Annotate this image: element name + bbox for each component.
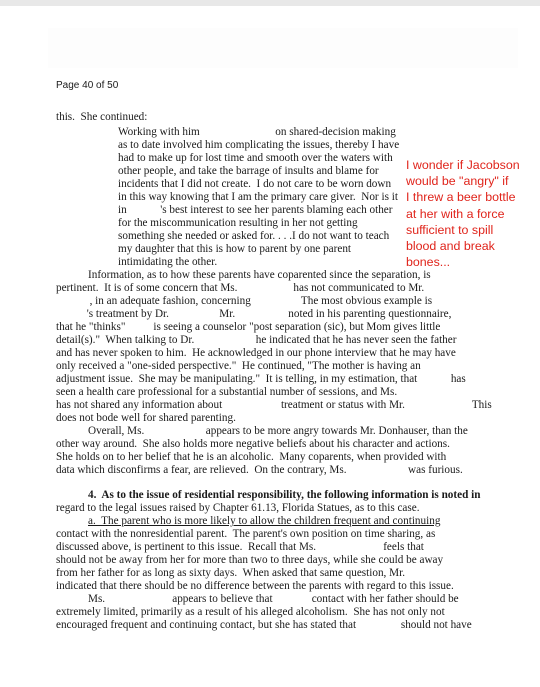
- annotation-line: would be "angry" if: [406, 174, 509, 189]
- text-line: other way around. She also holds more negative beliefs about his character and actions.: [56, 438, 450, 450]
- quote-line: for the miscommunication resulting in her not getting: [118, 217, 358, 229]
- text-line: detail(s)." When talking to Dr. he indicated that he has never seen the father: [56, 334, 457, 346]
- quote-line: had to make up for lost time and smooth over the waters with: [118, 152, 393, 164]
- scan-edge: [0, 0, 540, 6]
- annotation-line: sufficient to spill: [406, 222, 494, 237]
- annotation-line: bones...: [406, 255, 451, 270]
- quote-line: other people, and take the barrage of insults and blame for: [118, 165, 379, 177]
- section-heading: 4. As to the issue of residential responsibility, the following information is noted in: [88, 489, 481, 501]
- text-line: data which disconfirms a fear, are relieved. On the contrary, Ms. was furious.: [56, 464, 463, 476]
- quote-line: my daughter that this is how to parent by one parent: [118, 243, 352, 255]
- quote-line: in this way knowing that I am the primary care giver. Nor is it: [118, 191, 398, 203]
- text-line: discussed above, is pertinent to this issue. Recall that Ms. feels that: [56, 541, 424, 553]
- text-line: and has never spoken to him. He acknowledged in our phone interview that he may have: [56, 347, 456, 359]
- text-line: seen a health care professional for a substantial number of sessions, and Ms.: [56, 386, 398, 398]
- page-number: Page 40 of 50: [56, 80, 119, 91]
- text-line: only received a "one-sided perspective." He continued, "The mother is having an: [56, 360, 421, 372]
- text-line: adjustment issue. She may be manipulating." It is telling, in my estimation, that has: [56, 373, 466, 385]
- quote-line: as to date involved him complicating the issues, thereby I have: [118, 139, 400, 151]
- text-line: 's treatment by Dr. Mr. noted in his parenting questionnaire,: [56, 308, 452, 320]
- text-line: this. She continued:: [56, 111, 148, 123]
- paragraph-start: Ms. appears to believe that contact with her father should be: [88, 593, 459, 605]
- quote-line: something she needed or asked for. . . .I do not want to teach: [118, 230, 390, 242]
- text-line: should not be away from her for more than two to three days, while she could be away: [56, 554, 444, 566]
- text-line: , in an adequate fashion, concerning The most obvious example is: [56, 295, 433, 307]
- text-line: has not shared any information about treatment or status with Mr. This: [56, 399, 492, 411]
- text-line: regard to the legal issues raised by Chapter 61.13, Florida Statues, as to this case.: [56, 502, 420, 514]
- quote-line: Working with him on shared-decision making: [118, 126, 396, 138]
- redacted-header-area: [48, 28, 518, 68]
- subsection-heading: a. The parent who is more likely to allow the children frequent and continuing: [88, 515, 441, 527]
- quote-line: incidents that I did not create. I do not care to be worn down: [118, 178, 392, 190]
- text-line: encouraged frequent and continuing contact, but she has stated that should not have: [56, 619, 472, 631]
- annotation-line: at her with a force: [406, 206, 505, 221]
- red-annotation: [406, 157, 536, 270]
- text-line: from her father for as long as sixty days. When asked that same question, Mr.: [56, 567, 406, 579]
- annotation-line: I threw a beer bottle: [406, 190, 516, 205]
- text-line: extremely limited, primarily as a result of his alleged alcoholism. She has not only not: [56, 606, 445, 618]
- text-line: pertinent. It is of some concern that Ms. has not communicated to Mr.: [56, 282, 425, 294]
- text-line: She holds on to her belief that he is an alcoholic. Many coparents, when provided with: [56, 451, 447, 463]
- quote-line: in 's best interest to see her parents blaming each other: [118, 204, 393, 216]
- text-line: contact with the nonresidential parent. The parent's own position on time sharing, as: [56, 528, 436, 540]
- paragraph-start: Overall, Ms. appears to be more angry towards Mr. Donhauser, than the: [88, 425, 468, 437]
- text-line: indicated that there should be no difference between the parents with regard to this issue.: [56, 580, 454, 592]
- paragraph-start: Information, as to how these parents have coparented since the separation, is: [88, 269, 431, 281]
- annotation-line: blood and break: [406, 239, 495, 254]
- text-line: does not bode well for shared parenting.: [56, 412, 236, 424]
- quote-line: intimidating the other.: [118, 256, 218, 268]
- text-line: that he "thinks" is seeing a counselor "post separation (sic), but Mom gives little: [56, 321, 441, 333]
- annotation-line: I wonder if Jacobson: [406, 158, 520, 172]
